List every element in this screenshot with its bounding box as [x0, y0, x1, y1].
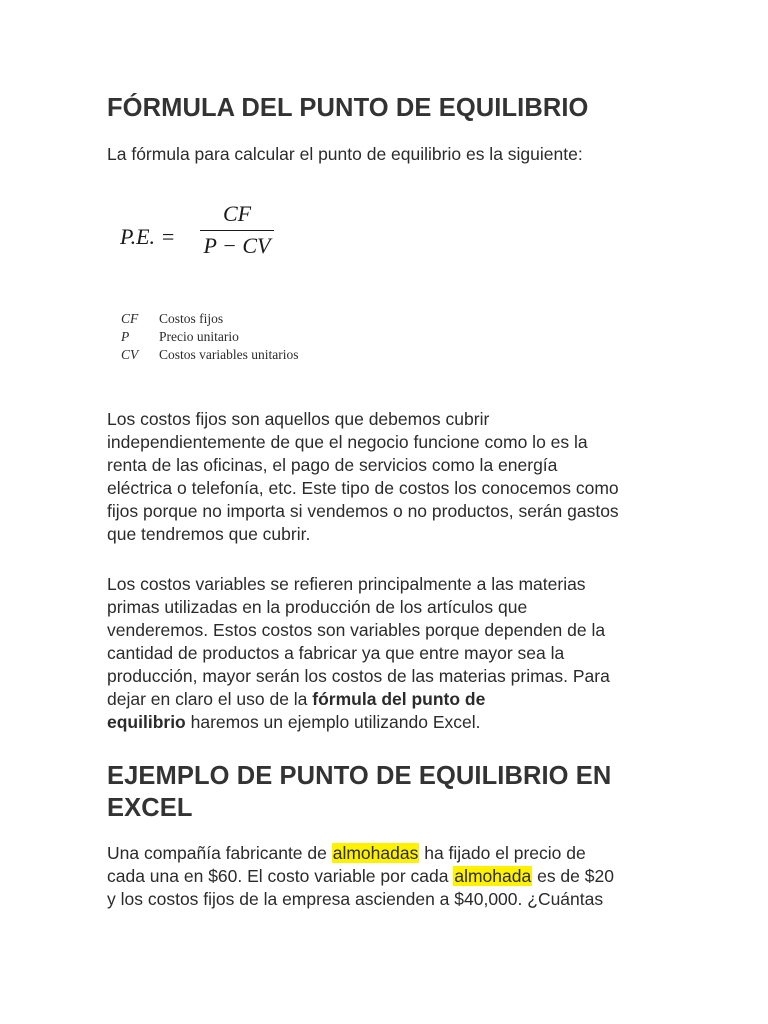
example-paragraph: [107, 842, 667, 911]
legend-symbol: P: [121, 329, 130, 344]
text-line: [107, 865, 667, 888]
text-line: independientemente de que el negocio funcione como lo es la: [107, 432, 588, 452]
section-heading-formula: FÓRMULA DEL PUNTO DE EQUILIBRIO: [107, 94, 589, 122]
formula-numerator: CF: [222, 201, 252, 226]
heading-line: EXCEL: [107, 794, 193, 822]
formula-legend: [121, 310, 298, 364]
heading-line: EJEMPLO DE PUNTO DE EQUILIBRIO EN: [107, 762, 612, 790]
text-line: cantidad de productos a fabricar ya que entre mayor sea la: [107, 643, 565, 663]
text-line: primas utilizadas en la producción de los artículos que: [107, 597, 528, 617]
intro-text: La fórmula para calcular el punto de equilibrio es la siguiente:: [107, 144, 583, 164]
text-line: Los costos variables se refieren principalmente a las materias: [107, 574, 586, 594]
legend-row-p: [121, 328, 298, 346]
text-line: eléctrica o telefonía, etc. Este tipo de costos los conocemos como: [107, 478, 619, 498]
bold-term: fórmula del punto de: [312, 689, 486, 709]
text-line: fijos porque no importa si vendemos o no productos, serán gastos: [107, 501, 619, 521]
text-line: renta de las oficinas, el pago de servicios como la energía: [107, 455, 558, 475]
text-line: [107, 842, 667, 865]
break-even-formula: [120, 200, 340, 270]
text-line: [107, 711, 667, 734]
legend-symbol: CV: [121, 347, 139, 362]
highlighted-word: almohadas: [332, 843, 419, 863]
legend-label: Costos variables unitarios: [159, 347, 299, 362]
bold-term: equilibrio: [107, 712, 186, 732]
text-line: producción, mayor serán los costos de las materias primas. Para: [107, 666, 610, 686]
legend-row-cf: [121, 310, 298, 328]
legend-label: Precio unitario: [159, 329, 239, 344]
text-line: [107, 688, 667, 711]
formula-denominator: P − CV: [203, 233, 271, 258]
text-line: que tendremos que cubrir.: [107, 524, 311, 544]
highlighted-word: almohada: [454, 866, 532, 886]
formula-lhs: P.E. =: [120, 224, 176, 249]
text-fragment: es de $20: [532, 866, 614, 886]
legend-label: Costos fijos: [159, 311, 224, 326]
text-line: Los costos fijos son aquellos que debemos cubrir: [107, 409, 490, 429]
legend-row-cv: [121, 346, 298, 364]
text-fragment: Una compañía fabricante de: [107, 843, 332, 863]
fixed-costs-paragraph: [107, 408, 667, 546]
formula-fraction: [200, 200, 274, 261]
text-fragment: cada una en $60. El costo variable por cada: [107, 866, 454, 886]
variable-costs-paragraph: [107, 573, 667, 734]
text-line: venderemos. Estos costos son variables porque dependen de la: [107, 620, 606, 640]
legend-symbol: CF: [121, 311, 139, 326]
text-fragment: ha fijado el precio de: [419, 843, 586, 863]
text-line: y los costos fijos de la empresa ascienden a $40,000. ¿Cuántas: [107, 889, 604, 909]
text-fragment: haremos un ejemplo utilizando Excel.: [185, 712, 481, 732]
section-heading-example: [107, 760, 647, 824]
text-fragment: dejar en claro el uso de la: [107, 689, 313, 709]
